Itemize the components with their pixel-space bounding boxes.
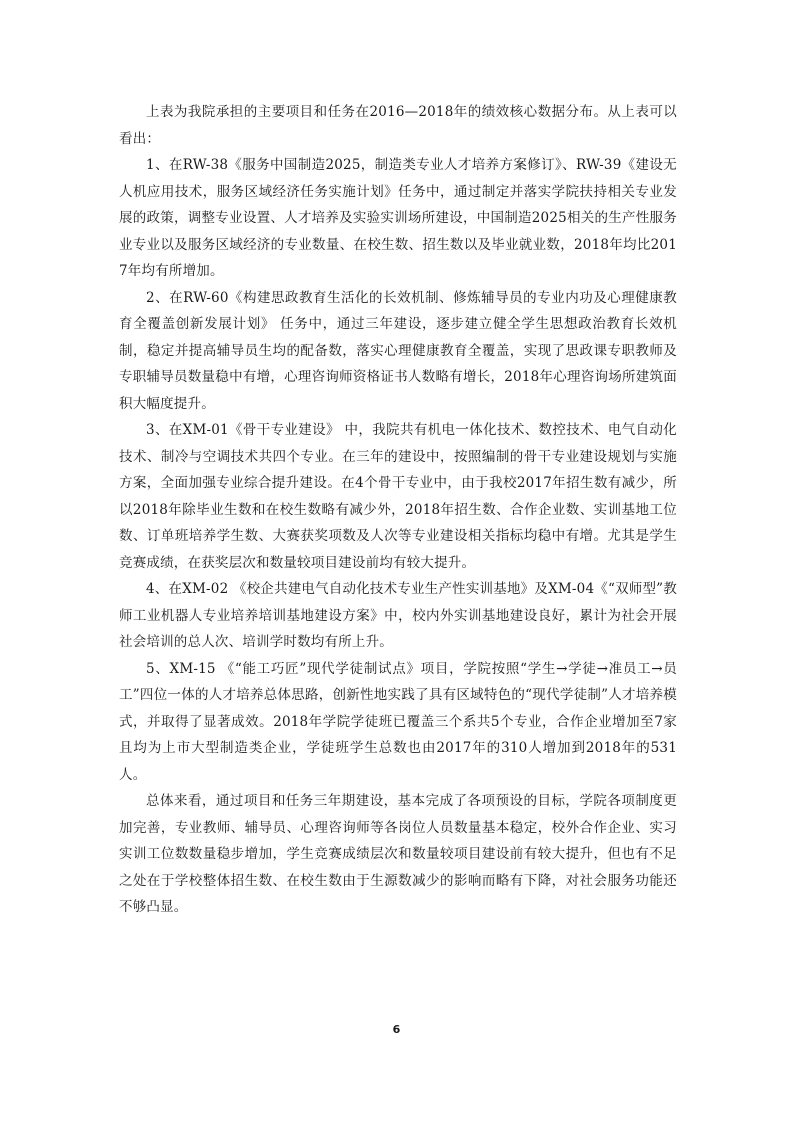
page-number: 6: [392, 1023, 401, 1036]
paragraph-item-5: 5、XM-15 《“能工巧匠”现代学徒制试点》项目，学院按照“学生→学徒→准员工→员工”四位一体的人才培养总体思路，创新性地实践了具有区域特色的“现代学徒制”人才培养模式，并取得了显著成效。2018年学院学徒班已覆盖三个系共5个专业，合作企业增加至7家且均为上市大型制造类企业，学徒班学生总数也由2017年的310人增加到2018年的531人。: [119, 660, 677, 783]
paragraph-item-4: 4、在XM-02 《校企共建电气自动化技术专业生产性实训基地》及XM-04《“双师型”教师工业机器人专业培养培训基地建设方案》中，校内外实训基地建设良好，累计为社会开展社会培训的总人次、培训学时数均有所上升。: [119, 581, 677, 650]
paragraph-item-1: 1、在RW-38《服务中国制造2025，制造类专业人才培养方案修订》、RW-39《建设无人机应用技术，服务区域经济任务实施计划》任务中，通过制定并落实学院扶持相关专业发展的政策，调整专业设置、人才培养及实验实训场所建设，中国制造2025相关的生产性服务业专业以及服务区域经济的专业数量、在校生数、招生数以及毕业就业数，2018年均比2017年均有所增加。: [119, 157, 677, 279]
page-body: [119, 99, 677, 921]
paragraph-intro: 上表为我院承担的主要项目和任务在2016—2018年的绩效核心数据分布。从上表可以看出：: [119, 104, 677, 147]
paragraph-summary: 总体来看，通过项目和任务三年期建设，基本完成了各项预设的目标，学院各项制度更加完善，专业教师、辅导员、心理咨询师等各岗位人员数量基本稳定，校外合作企业、实习实训工位数数量稳步增加，学生竞赛成绩层次和数量较项目建设前有较大提升，但也有不足之处在于学校整体招生数、在校生数由于生源数减少的影响而略有下降，对社会服务功能还不够凸显。: [119, 793, 677, 915]
paragraph-item-3: 3、在XM-01《骨干专业建设》 中，我院共有机电一体化技术、数控技术、电气自动化技术、制冷与空调技术共四个专业。在三年的建设中，按照编制的骨干专业建设规划与实施方案，全面加强专业综合提升建设。在4个骨干专业中，由于我校2017年招生数有减少，所以2018年除毕业生数和在校生数略有减少外，2018年招生数、合作企业数、实训基地工位数、订单班培养学生数、大赛获奖项数及人次等专业建设相关指标均稳中有增。尤其是学生竞赛成绩，在获奖层次和数量较项目建设前均有较大提升。: [119, 422, 677, 571]
paragraph-item-2: 2、在RW-60《构建思政教育生活化的长效机制、修炼辅导员的专业内功及心理健康教育全覆盖创新发展计划》 任务中，通过三年建设，逐步建立健全学生思想政治教育长效机制，稳定并提高辅导员生均的配备数，落实心理健康教育全覆盖，实现了思政课专职教师及专职辅导员数量稳中有增，心理咨询师资格证书人数略有增长，2018年心理咨询场所建筑面积大幅度提升。: [119, 289, 677, 412]
